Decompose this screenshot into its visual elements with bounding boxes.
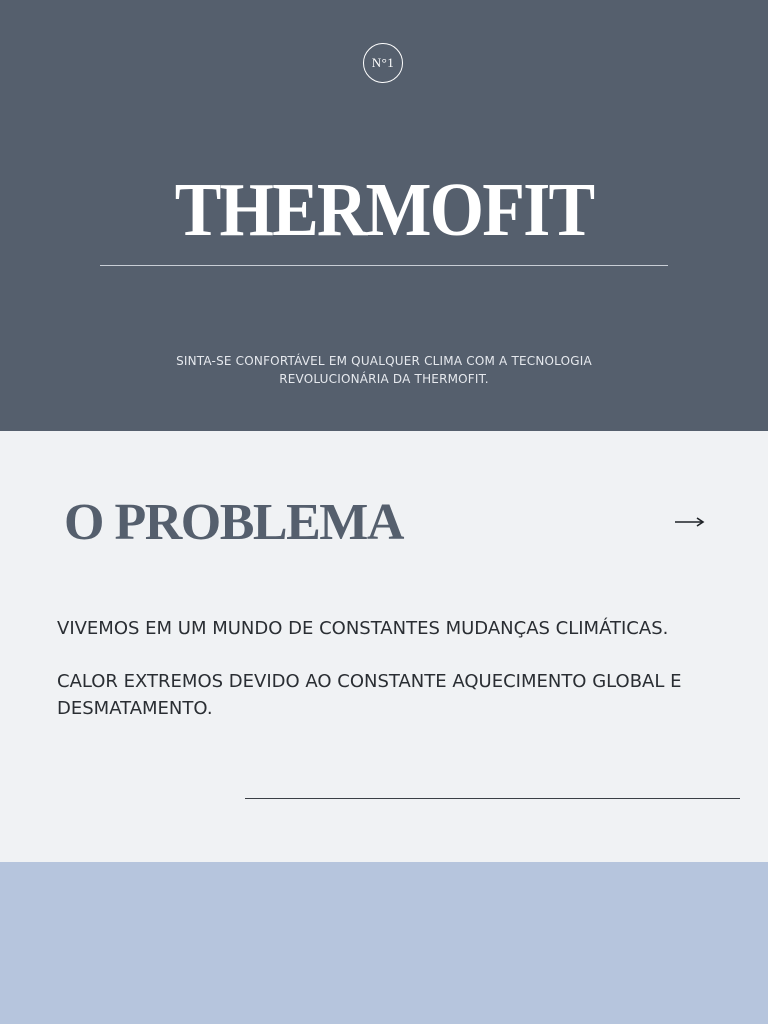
brand-title: THERMOFIT — [174, 168, 594, 252]
hero-section — [0, 0, 768, 431]
section-divider — [245, 798, 740, 799]
arrow-right-icon[interactable] — [672, 507, 706, 537]
problem-paragraph: CALOR EXTREMOS DEVIDO AO CONSTANTE AQUECIMENTO GLOBAL E DESMATAMENTO. — [57, 671, 682, 719]
hero-divider — [100, 265, 668, 266]
section-title: O PROBLEMA — [64, 494, 403, 551]
problem-paragraph: VIVEMOS EM UM MUNDO DE CONSTANTES MUDANÇAS CLIMÁTICAS. — [57, 618, 669, 639]
number-badge: N°1 — [363, 43, 403, 83]
problem-body — [57, 615, 727, 748]
hero-subtitle: SINTA-SE CONFORTÁVEL EM QUALQUER CLIMA COM A TECNOLOGIA REVOLUCIONÁRIA DA THERMOFIT. — [176, 354, 592, 386]
problem-section — [0, 431, 768, 862]
footer-band — [0, 862, 768, 1024]
